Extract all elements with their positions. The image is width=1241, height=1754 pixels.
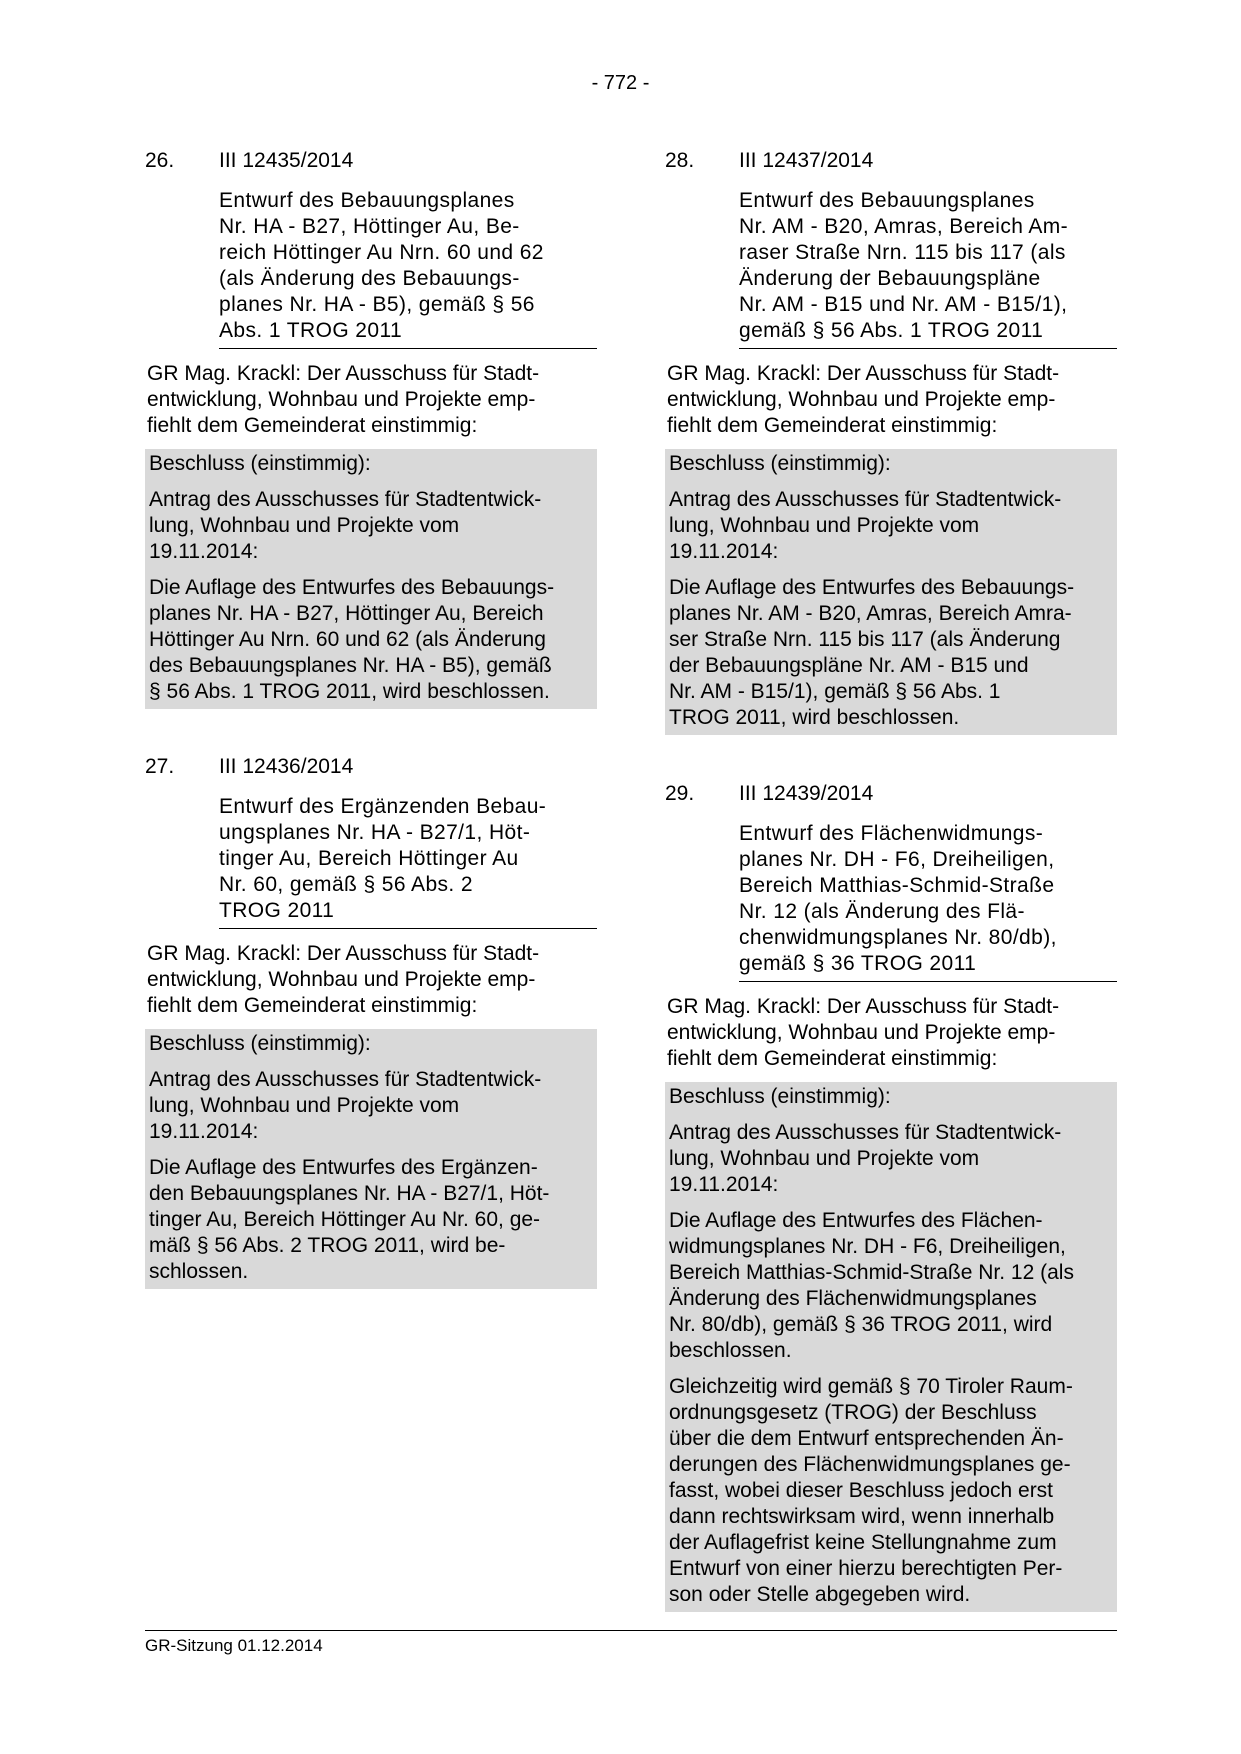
additional-resolution-text xyxy=(669,1374,1113,1608)
text-line: 19.11.2014: xyxy=(669,540,779,563)
text-line: 19.11.2014: xyxy=(149,540,259,563)
item-subject xyxy=(739,821,1117,982)
text-line: Bereich Matthias-Schmid-Straße xyxy=(739,874,1055,897)
text-line: lung, Wohnbau und Projekte vom xyxy=(669,1147,980,1170)
item-subject xyxy=(219,794,597,929)
agenda-item-29 xyxy=(665,781,1117,1612)
text-line: ordnungsgesetz (TROG) der Beschluss xyxy=(669,1401,1037,1424)
text-line: GR Mag. Krackl: Der Ausschuss für Stadt- xyxy=(147,362,540,385)
text-line: § 56 Abs. 1 TROG 2011, wird beschlossen. xyxy=(149,680,550,703)
text-line: planes Nr. HA - B27, Höttinger Au, Bereich xyxy=(149,602,544,625)
item-header xyxy=(145,754,597,779)
item-number: 29. xyxy=(665,782,695,805)
agenda-item-28 xyxy=(665,148,1117,735)
item-reference: III 12439/2014 xyxy=(739,782,874,805)
decision-title: Beschluss (einstimmig): xyxy=(669,1085,891,1108)
decision-title: Beschluss (einstimmig): xyxy=(149,452,371,475)
text-line: Antrag des Ausschusses für Stadtentwick- xyxy=(669,488,1062,511)
agenda-item-27 xyxy=(145,754,597,1289)
text-line: TROG 2011, wird beschlossen. xyxy=(669,706,960,729)
text-line: tinger Au, Bereich Höttinger Au Nr. 60, ge- xyxy=(149,1208,541,1231)
agenda-item-26 xyxy=(145,148,597,709)
text-line: Antrag des Ausschusses für Stadtentwick- xyxy=(669,1121,1062,1144)
text-line: Gleichzeitig wird gemäß § 70 Tiroler Raum- xyxy=(669,1375,1073,1398)
text-line: entwicklung, Wohnbau und Projekte emp- xyxy=(147,388,536,411)
item-header xyxy=(665,148,1117,173)
motion-text xyxy=(669,487,1113,565)
text-line: 19.11.2014: xyxy=(669,1173,779,1196)
text-line: ungsplanes Nr. HA - B27/1, Höt- xyxy=(219,821,531,844)
motion-text xyxy=(669,1120,1113,1198)
text-line: tinger Au, Bereich Höttinger Au xyxy=(219,847,519,870)
text-line: entwicklung, Wohnbau und Projekte emp- xyxy=(667,388,1056,411)
speaker-statement xyxy=(665,361,1117,439)
decision-title: Beschluss (einstimmig): xyxy=(149,1032,371,1055)
text-line: mäß § 56 Abs. 2 TROG 2011, wird be- xyxy=(149,1234,506,1257)
text-line: planes Nr. HA - B5), gemäß § 56 xyxy=(219,293,535,316)
resolution-text xyxy=(669,1208,1113,1364)
text-line: lung, Wohnbau und Projekte vom xyxy=(149,514,460,537)
decision-box xyxy=(145,1029,597,1289)
text-line: dann rechtswirksam wird, wenn innerhalb xyxy=(669,1505,1055,1528)
item-subject xyxy=(219,188,597,349)
text-line: schlossen. xyxy=(149,1260,249,1283)
resolution-text xyxy=(149,575,593,705)
item-number: 28. xyxy=(665,149,695,172)
text-line: fiehlt dem Gemeinderat einstimmig: xyxy=(147,414,478,437)
item-number: 27. xyxy=(145,755,175,778)
text-line: fiehlt dem Gemeinderat einstimmig: xyxy=(667,1047,998,1070)
text-line: Die Auflage des Entwurfes des Flächen- xyxy=(669,1209,1043,1232)
text-line: der Bebauungspläne Nr. AM - B15 und xyxy=(669,654,1029,677)
left-column xyxy=(145,148,597,1289)
text-line: 19.11.2014: xyxy=(149,1120,259,1143)
decision-box xyxy=(665,1082,1117,1612)
text-line: Höttinger Au Nrn. 60 und 62 (als Änderung xyxy=(149,628,546,651)
speaker-statement xyxy=(665,994,1117,1072)
text-line: lung, Wohnbau und Projekte vom xyxy=(669,514,980,537)
text-line: Entwurf von einer hierzu berechtigten Per- xyxy=(669,1557,1063,1580)
text-line: Nr. AM - B15 und Nr. AM - B15/1), xyxy=(739,293,1068,316)
text-line: Nr. AM - B15/1), gemäß § 56 Abs. 1 xyxy=(669,680,1001,703)
text-line: planes Nr. DH - F6, Dreiheiligen, xyxy=(739,848,1055,871)
decision-box xyxy=(665,449,1117,735)
text-line: entwicklung, Wohnbau und Projekte emp- xyxy=(147,968,536,991)
text-line: (als Änderung des Bebauungs- xyxy=(219,267,520,290)
text-line: Die Auflage des Entwurfes des Ergänzen- xyxy=(149,1156,538,1179)
text-line: Nr. 60, gemäß § 56 Abs. 2 xyxy=(219,873,473,896)
text-line: Änderung der Bebauungspläne xyxy=(739,267,1041,290)
text-line: GR Mag. Krackl: Der Ausschuss für Stadt- xyxy=(667,995,1060,1018)
motion-text xyxy=(149,1067,593,1145)
text-line: raser Straße Nrn. 115 bis 117 (als xyxy=(739,241,1066,264)
text-line: des Bebauungsplanes Nr. HA - B5), gemäß xyxy=(149,654,552,677)
text-line: derungen des Flächenwidmungsplanes ge- xyxy=(669,1453,1071,1476)
text-line: Entwurf des Flächenwidmungs- xyxy=(739,822,1044,845)
item-header xyxy=(665,781,1117,806)
text-line: fasst, wobei dieser Beschluss jedoch erst xyxy=(669,1479,1054,1502)
text-line: der Auflagefrist keine Stellungnahme zum xyxy=(669,1531,1057,1554)
text-line: Bereich Matthias-Schmid-Straße Nr. 12 (als xyxy=(669,1261,1074,1284)
motion-text xyxy=(149,487,593,565)
item-reference: III 12435/2014 xyxy=(219,149,354,172)
text-line: beschlossen. xyxy=(669,1339,792,1362)
right-column xyxy=(665,148,1117,1612)
text-line: Antrag des Ausschusses für Stadtentwick- xyxy=(149,488,542,511)
decision-title: Beschluss (einstimmig): xyxy=(669,452,891,475)
text-line: ser Straße Nrn. 115 bis 117 (als Änderung xyxy=(669,628,1061,651)
text-line: reich Höttinger Au Nrn. 60 und 62 xyxy=(219,241,544,264)
item-number: 26. xyxy=(145,149,175,172)
text-line: Abs. 1 TROG 2011 xyxy=(219,319,403,342)
text-line: Nr. 80/db), gemäß § 36 TROG 2011, wird xyxy=(669,1313,1053,1336)
item-subject xyxy=(739,188,1117,349)
speaker-statement xyxy=(145,941,597,1019)
text-line: GR Mag. Krackl: Der Ausschuss für Stadt- xyxy=(147,942,540,965)
text-line: fiehlt dem Gemeinderat einstimmig: xyxy=(147,994,478,1017)
text-line: Nr. HA - B27, Höttinger Au, Be- xyxy=(219,215,520,238)
item-header xyxy=(145,148,597,173)
text-line: GR Mag. Krackl: Der Ausschuss für Stadt- xyxy=(667,362,1060,385)
text-line: den Bebauungsplanes Nr. HA - B27/1, Höt- xyxy=(149,1182,550,1205)
text-line: Entwurf des Ergänzenden Bebau- xyxy=(219,795,547,818)
text-line: Antrag des Ausschusses für Stadtentwick- xyxy=(149,1068,542,1091)
speaker-statement xyxy=(145,361,597,439)
text-line: über die dem Entwurf entsprechenden Än- xyxy=(669,1427,1064,1450)
text-line: TROG 2011 xyxy=(219,899,335,922)
text-line: gemäß § 56 Abs. 1 TROG 2011 xyxy=(739,319,1044,342)
text-line: widmungsplanes Nr. DH - F6, Dreiheiligen, xyxy=(669,1235,1066,1258)
text-line: Nr. AM - B20, Amras, Bereich Am- xyxy=(739,215,1069,238)
text-line: Die Auflage des Entwurfes des Bebauungs- xyxy=(669,576,1075,599)
resolution-text xyxy=(669,575,1113,731)
page-number: - 772 - xyxy=(591,72,650,94)
text-line: lung, Wohnbau und Projekte vom xyxy=(149,1094,460,1117)
item-reference: III 12437/2014 xyxy=(739,149,874,172)
decision-box xyxy=(145,449,597,709)
text-line: Nr. 12 (als Änderung des Flä- xyxy=(739,900,1025,923)
text-line: son oder Stelle abgegeben wird. xyxy=(669,1583,971,1606)
footer-divider xyxy=(145,1630,1117,1631)
resolution-text xyxy=(149,1155,593,1285)
text-line: planes Nr. AM - B20, Amras, Bereich Amra- xyxy=(669,602,1072,625)
text-line: gemäß § 36 TROG 2011 xyxy=(739,952,977,975)
text-line: entwicklung, Wohnbau und Projekte emp- xyxy=(667,1021,1056,1044)
text-line: chenwidmungsplanes Nr. 80/db), xyxy=(739,926,1057,949)
text-line: Entwurf des Bebauungsplanes xyxy=(219,189,515,212)
text-line: Änderung des Flächenwidmungsplanes xyxy=(669,1287,1037,1310)
text-line: Entwurf des Bebauungsplanes xyxy=(739,189,1035,212)
footer-text: GR-Sitzung 01.12.2014 xyxy=(145,1636,323,1655)
text-line: Die Auflage des Entwurfes des Bebauungs- xyxy=(149,576,555,599)
text-line: fiehlt dem Gemeinderat einstimmig: xyxy=(667,414,998,437)
item-reference: III 12436/2014 xyxy=(219,755,354,778)
